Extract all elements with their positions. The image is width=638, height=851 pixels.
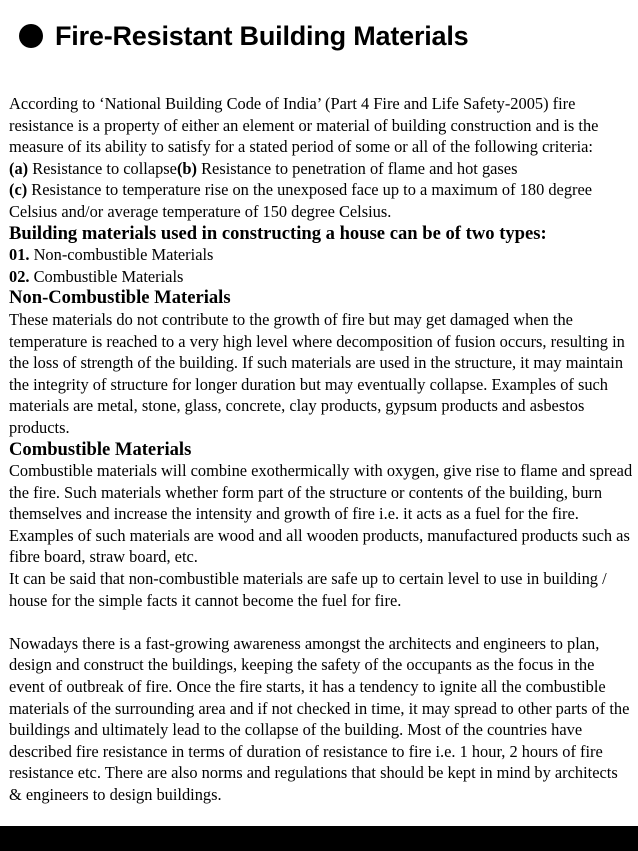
combustible-heading: Combustible Materials [9,438,192,460]
criterion-a-label: (a) [9,158,29,178]
bullet-icon [19,24,43,48]
criterion-a-text: Resistance to collapse [28,158,177,178]
type-label: Combustible Materials [29,266,184,286]
noncombustible-heading: Non-Combustible Materials [9,287,231,309]
type-number: 01. [9,245,30,265]
noncombustible-paragraph: These materials do not contribute to the growth of fire but may get damaged when the temperature is reached to a very high level where decomposition of fusion occurs, resulting in the loss of strength of the building. If such materials are used in the structure, it may maintain the integrity of structure for longer duration but may eventually collapse. Examples of such materials are metal, stone, glass, concrete, clay products, gypsum products and asbestos products. [9,309,625,437]
title-row [19,18,468,54]
criteria-ab [9,158,633,180]
body-text [9,93,633,806]
intro-paragraph: According to ‘National Building Code of India’ (Part 4 Fire and Life Safety-2005) fire resistance is a property of either an element or material of building construction and is the measure of its ability to satisfy for a stated period of some or all of the following criteria: [9,94,599,157]
closing-paragraph: Nowadays there is a fast-growing awareness amongst the architects and engineers to plan, design and construct the buildings, keeping the safety of the occupants as the focus in the event of outbreak of fire. Once the fire starts, it has a tendency to ignite all the combustible materials of the surrounding area and if not checked in time, it may spread to other parts of the buildings and ultimately lead to the collapse of the building. Most of the countries have described fire resistance in terms of duration of resistance to fire i.e. 1 hour, 2 hours of fire resistance etc. There are also norms and regulations that should be kept in mind by architects & engineers to design buildings. [9,633,630,804]
paragraph-gap [9,611,633,633]
criterion-c-text: Resistance to temperature rise on the unexposed face up to a maximum of 180 degree Celsius and/or average temperature of 150 degree Celsius. [9,180,593,221]
criterion-c [9,179,633,222]
types-heading: Building materials used in constructing a house can be of two types: [9,222,547,244]
criterion-c-label: (c) [9,180,28,200]
page-title: Fire-Resistant Building Materials [55,20,469,51]
type-number: 02. [9,266,30,286]
criterion-b-label: (b) [176,158,198,178]
combustible-paragraph: Combustible materials will combine exothermically with oxygen, give rise to flame and spread the fire. Such materials whether form part of the structure or contents of the building, burn themselves and increase the intensity and growth of fire i.e. it acts as a fuel for the fire. Examples of such materials are wood and all wooden products, manufactured products such as fibre board, straw board, etc. [9,461,633,567]
conclusion-paragraph: It can be said that non-combustible materials are safe up to certain level to use in building / house for the simple facts it cannot become the fuel for fire. [9,569,607,610]
type-item [9,266,633,288]
type-item [9,244,633,266]
criterion-b-text: Resistance to penetration of flame and hot gases [197,158,518,178]
footer-bar [0,826,638,851]
type-label: Non-combustible Materials [29,245,214,265]
